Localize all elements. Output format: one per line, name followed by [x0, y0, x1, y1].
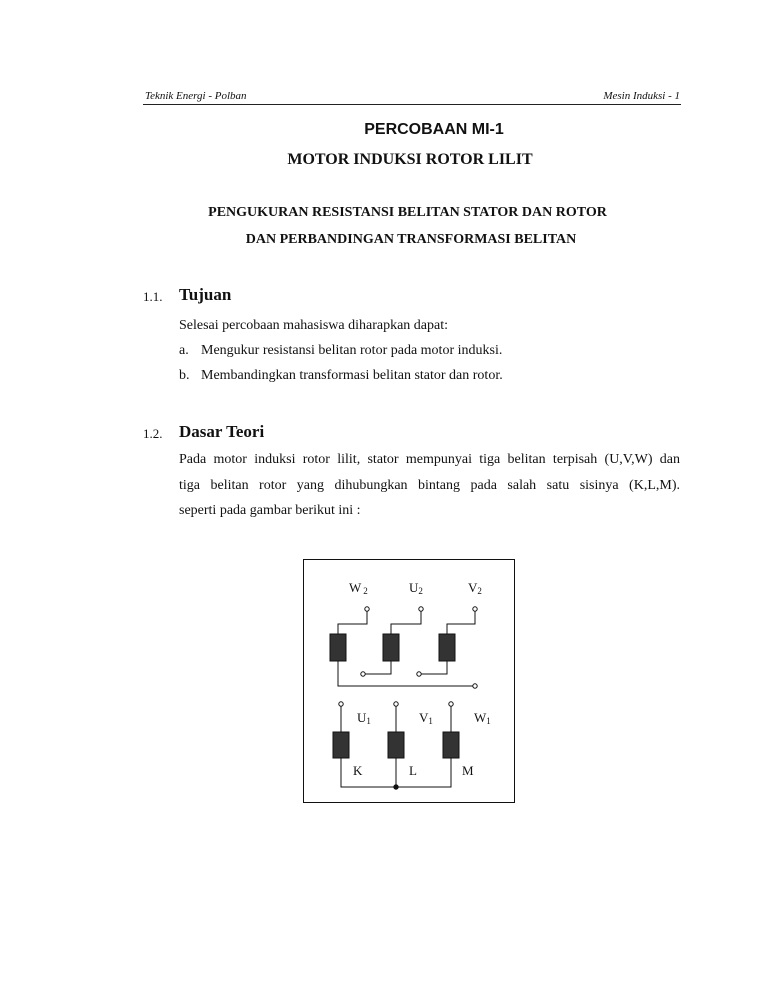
svg-text:V1: V1	[419, 710, 433, 726]
svg-text:V2: V2	[468, 580, 482, 596]
svg-text:W2: W 2	[349, 580, 368, 596]
list-item	[179, 343, 502, 359]
terminal-label-w2	[349, 580, 368, 596]
terminal-label-v2	[468, 580, 482, 596]
header-left: Teknik Energi - Polban	[145, 90, 247, 102]
section-number-1: 1.1.	[143, 289, 163, 304]
list-item-text: Membandingkan transformasi belitan stator dan rotor.	[201, 368, 503, 383]
header-rule	[143, 104, 681, 105]
list-item-text: Mengukur resistansi belitan rotor pada motor induksi.	[201, 343, 503, 358]
rotor-label-m: M	[462, 763, 474, 778]
paragraph-line: tiga belitan rotor yang dihubungkan bintang pada salah satu sisinya (K,L,M).	[179, 478, 680, 493]
header-right: Mesin Induksi - 1	[603, 90, 680, 102]
list-item-label: b.	[179, 368, 190, 383]
winding-diagram	[303, 559, 515, 803]
terminal-label-u1	[357, 710, 371, 726]
section-1-intro: Selesai percobaan mahasiswa diharapkan dapat:	[179, 318, 449, 333]
svg-text:U2: U2	[409, 580, 423, 596]
terminal-label-u2	[409, 580, 423, 596]
list-item	[179, 368, 503, 384]
list-item-label: a.	[179, 343, 189, 358]
stator-windings	[330, 607, 477, 688]
section-number-2: 1.2.	[143, 426, 163, 441]
topic-line-2: DAN PERBANDINGAN TRANSFORMASI BELITAN	[245, 232, 577, 247]
paragraph-line: seperti pada gambar berikut ini :	[179, 503, 361, 518]
page-subtitle: MOTOR INDUKSI ROTOR LILIT	[287, 151, 533, 168]
topic-line-1: PENGUKURAN RESISTANSI BELITAN STATOR DAN ROTOR	[208, 205, 607, 220]
terminal-label-w1	[474, 710, 491, 726]
section-title-tujuan: Tujuan	[179, 285, 232, 304]
paragraph-line: Pada motor induksi rotor lilit, stator mempunyai tiga belitan terpisah (U,V,W) dan	[179, 452, 680, 467]
section-title-dasar-teori: Dasar Teori	[179, 422, 265, 441]
svg-text:W1: W1	[474, 710, 491, 726]
svg-text:U1: U1	[357, 710, 371, 726]
rotor-label-k: K	[353, 763, 363, 778]
rotor-windings	[333, 702, 459, 789]
page-title: PERCOBAAN MI-1	[364, 121, 504, 138]
rotor-label-l: L	[409, 763, 417, 778]
terminal-label-v1	[419, 710, 433, 726]
